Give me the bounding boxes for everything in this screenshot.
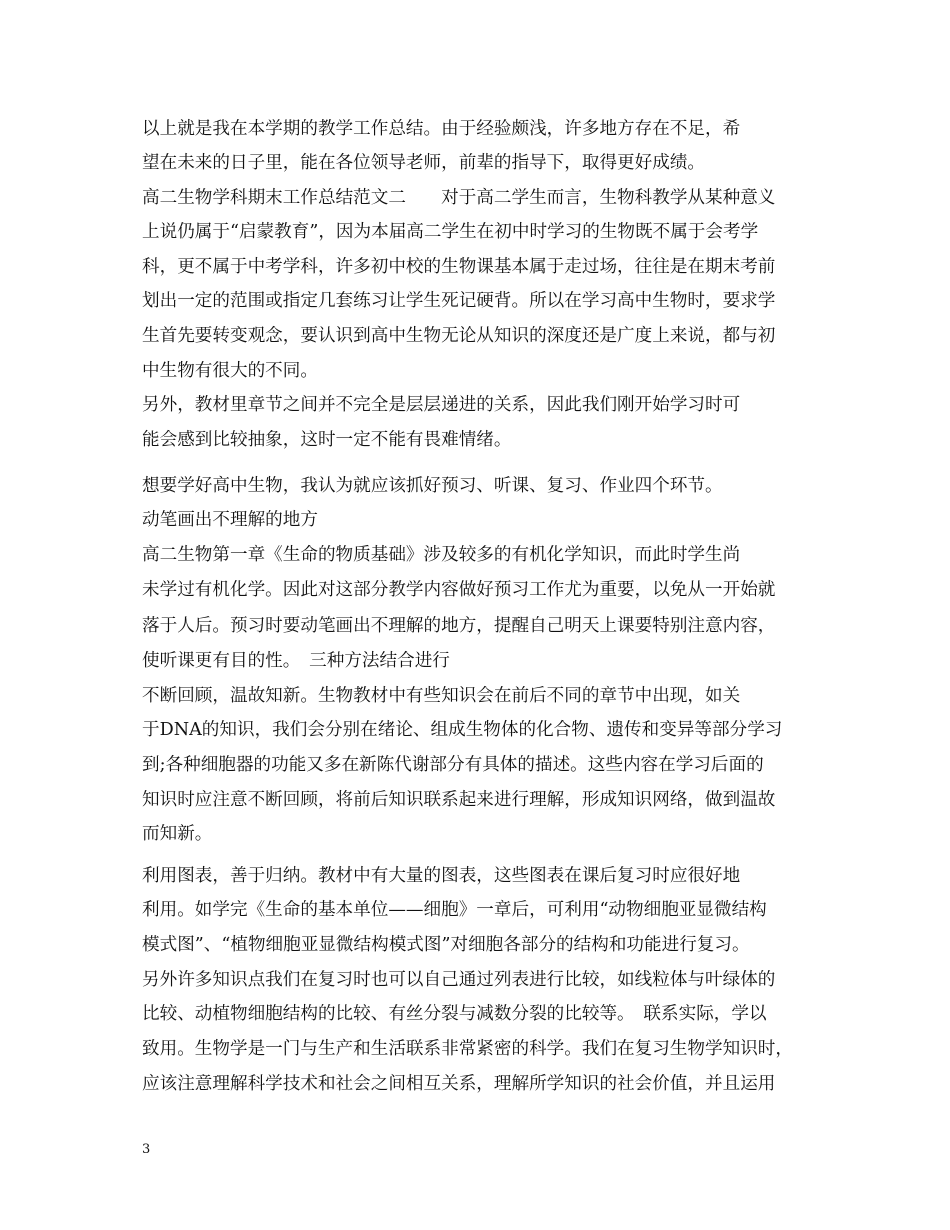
text-line: 上说仍属于“启蒙教育”，因为本届高二学生在初中时学习的生物既不属于会考学 xyxy=(142,222,759,242)
text-line: 利用。如学完《生命的基本单位——细胞》一章后，可利用“动物细胞亚显微结构 xyxy=(142,900,767,920)
text-line: 而知新。 xyxy=(142,824,213,844)
text-line: 划出一定的范围或指定几套练习让学生死记硬背。所以在学习高中生物时，要求学 xyxy=(142,291,776,311)
text-line: 另外，教材里章节之间并不完全是层层递进的关系，因此我们刚开始学习时可 xyxy=(142,395,741,415)
text-line: 望在未来的日子里，能在各位领导老师，前辈的指导下，取得更好成绩。 xyxy=(142,153,706,173)
text-line: 比较、动植物细胞结构的比较、有丝分裂与减数分裂的比较等。 联系实际，学以 xyxy=(142,1004,767,1024)
page-number: 3 xyxy=(142,1142,151,1157)
text-line: 能会感到比较抽象，这时一定不能有畏难情绪。 xyxy=(142,430,512,450)
text-line: 科，更不属于中考学科，许多初中校的生物课基本属于走过场，往往是在期末考前 xyxy=(142,257,776,277)
text-line: 以上就是我在本学期的教学工作总结。由于经验颇浅，许多地方存在不足，希 xyxy=(142,119,741,139)
text-line: 未学过有机化学。因此对这部分教学内容做好预习工作尤为重要，以免从一开始就 xyxy=(142,580,776,600)
text-line: 到;各种细胞器的功能又多在新陈代谢部分有具体的描述。这些内容在学习后面的 xyxy=(142,755,764,775)
text-line: 不断回顾，温故知新。生物教材中有些知识会在前后不同的章节中出现，如关 xyxy=(142,686,741,706)
text-line: 知识时应注意不断回顾，将前后知识联系起来进行理解，形成知识网络，做到温故 xyxy=(142,790,776,810)
text-line: 致用。生物学是一门与生产和生活联系非常紧密的科学。我们在复习生物学知识时， xyxy=(142,1039,793,1059)
text-line: 生首先要转变观念，要认识到高中生物无论从知识的深度还是广度上来说，都与初 xyxy=(142,326,776,346)
section-heading: 动笔画出不理解的地方 xyxy=(142,510,318,530)
text-line: 落于人后。预习时要动笔画出不理解的地方，提醒自己明天上课要特别注意内容， xyxy=(142,616,776,636)
text-line: 使听课更有目的性。 三种方法结合进行 xyxy=(142,651,450,671)
text-line: 于DNA的知识，我们会分别在绪论、组成生物体的化合物、遗传和变异等部分学习 xyxy=(142,720,783,740)
text-line: 高二生物学科期末工作总结范文二 对于高二学生而言，生物科教学从某种意义 xyxy=(142,188,776,208)
text-line: 高二生物第一章《生命的物质基础》涉及较多的有机化学知识，而此时学生尚 xyxy=(142,545,741,565)
text-line: 另外许多知识点我们在复习时也可以自己通过列表进行比较，如线粒体与叶绿体的 xyxy=(142,970,776,990)
text-line: 模式图”、“植物细胞亚显微结构模式图”对细胞各部分的结构和功能进行复习。 xyxy=(142,935,750,955)
text-line: 想要学好高中生物，我认为就应该抓好预习、听课、复习、作业四个环节。 xyxy=(142,476,723,496)
text-line: 应该注意理解科学技术和社会之间相互关系，理解所学知识的社会价值，并且运用 xyxy=(142,1074,776,1094)
text-line: 中生物有很大的不同。 xyxy=(142,361,318,381)
text-line: 利用图表，善于归纳。教材中有大量的图表，这些图表在课后复习时应很好地 xyxy=(142,866,741,886)
